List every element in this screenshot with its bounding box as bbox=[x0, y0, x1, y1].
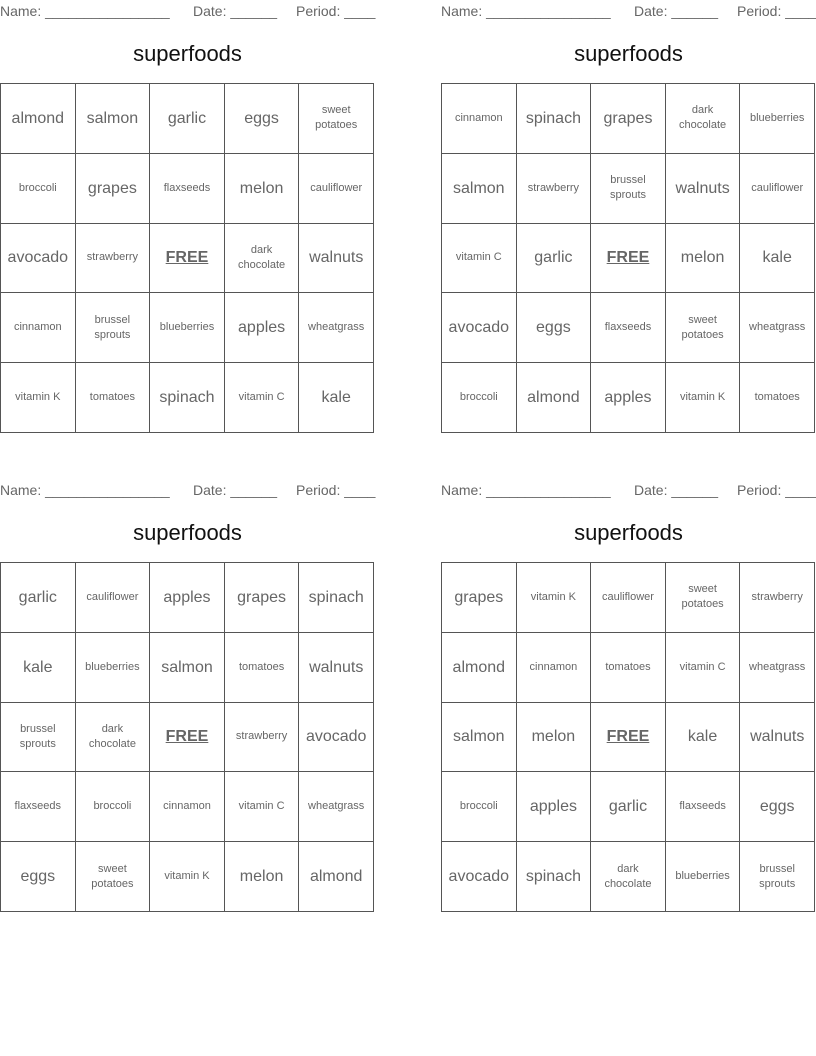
bingo-cell: vitamin K bbox=[150, 842, 225, 912]
bingo-cell: sweet potatoes bbox=[666, 293, 741, 363]
bingo-cell: strawberry bbox=[76, 224, 151, 294]
bingo-cell: melon bbox=[225, 842, 300, 912]
bingo-cell: garlic bbox=[1, 563, 76, 633]
bingo-cell: walnuts bbox=[666, 154, 741, 224]
period-label: Period: ____ bbox=[737, 3, 816, 19]
free-space: FREE bbox=[150, 703, 225, 773]
bingo-cell: brussel sprouts bbox=[76, 293, 151, 363]
bingo-cell: cinnamon bbox=[517, 633, 592, 703]
bingo-cell: brussel sprouts bbox=[591, 154, 666, 224]
bingo-cell: blueberries bbox=[76, 633, 151, 703]
bingo-grid bbox=[0, 83, 374, 433]
bingo-grid bbox=[441, 83, 815, 433]
card-title: superfoods bbox=[574, 520, 683, 545]
bingo-cell: strawberry bbox=[740, 563, 815, 633]
date-label: Date: ______ bbox=[634, 3, 719, 19]
card-title: superfoods bbox=[133, 41, 242, 66]
bingo-cell: garlic bbox=[517, 224, 592, 294]
bingo-cell: kale bbox=[740, 224, 815, 294]
name-label: Name: ________________ bbox=[441, 482, 611, 498]
card-header bbox=[0, 3, 376, 19]
date-label: Date: ______ bbox=[193, 482, 278, 498]
bingo-grid bbox=[441, 562, 815, 912]
bingo-cell: salmon bbox=[442, 703, 517, 773]
bingo-cell: strawberry bbox=[225, 703, 300, 773]
bingo-cell: cauliflower bbox=[740, 154, 815, 224]
free-space: FREE bbox=[591, 703, 666, 773]
bingo-cell: grapes bbox=[442, 563, 517, 633]
bingo-cell: flaxseeds bbox=[1, 772, 76, 842]
free-space: FREE bbox=[591, 224, 666, 294]
bingo-cell: avocado bbox=[442, 842, 517, 912]
bingo-cell: almond bbox=[442, 633, 517, 703]
bingo-cell: cinnamon bbox=[442, 84, 517, 154]
bingo-cell: walnuts bbox=[740, 703, 815, 773]
bingo-cell: apples bbox=[150, 563, 225, 633]
bingo-cell: vitamin C bbox=[666, 633, 741, 703]
bingo-cell: kale bbox=[666, 703, 741, 773]
bingo-cell: dark chocolate bbox=[666, 84, 741, 154]
bingo-cell: vitamin C bbox=[225, 363, 300, 433]
bingo-cell: avocado bbox=[299, 703, 374, 773]
bingo-cell: broccoli bbox=[1, 154, 76, 224]
bingo-cell: spinach bbox=[150, 363, 225, 433]
bingo-grid bbox=[0, 562, 374, 912]
bingo-cell: spinach bbox=[517, 84, 592, 154]
bingo-cell: dark chocolate bbox=[225, 224, 300, 294]
bingo-cell: sweet potatoes bbox=[666, 563, 741, 633]
bingo-cell: garlic bbox=[150, 84, 225, 154]
bingo-cell: melon bbox=[517, 703, 592, 773]
period-label: Period: ____ bbox=[296, 3, 376, 19]
bingo-cell: cauliflower bbox=[76, 563, 151, 633]
bingo-cell: walnuts bbox=[299, 633, 374, 703]
bingo-cell: eggs bbox=[225, 84, 300, 154]
bingo-cell: cinnamon bbox=[150, 772, 225, 842]
bingo-cell: apples bbox=[591, 363, 666, 433]
bingo-cell: eggs bbox=[517, 293, 592, 363]
card-title: superfoods bbox=[133, 520, 242, 545]
bingo-cell: tomatoes bbox=[76, 363, 151, 433]
bingo-cell: dark chocolate bbox=[76, 703, 151, 773]
bingo-cell: avocado bbox=[1, 224, 76, 294]
bingo-cell: vitamin K bbox=[1, 363, 76, 433]
name-label: Name: ________________ bbox=[0, 3, 170, 19]
bingo-cell: dark chocolate bbox=[591, 842, 666, 912]
date-label: Date: ______ bbox=[193, 3, 278, 19]
period-label: Period: ____ bbox=[737, 482, 816, 498]
bingo-cell: vitamin C bbox=[442, 224, 517, 294]
bingo-cell: kale bbox=[299, 363, 374, 433]
bingo-cell: wheatgrass bbox=[299, 772, 374, 842]
bingo-cell: vitamin K bbox=[666, 363, 741, 433]
bingo-cell: tomatoes bbox=[740, 363, 815, 433]
bingo-cell: vitamin C bbox=[225, 772, 300, 842]
bingo-cell: almond bbox=[1, 84, 76, 154]
bingo-cell: flaxseeds bbox=[150, 154, 225, 224]
bingo-cell: melon bbox=[666, 224, 741, 294]
bingo-cell: sweet potatoes bbox=[76, 842, 151, 912]
bingo-cell: almond bbox=[517, 363, 592, 433]
bingo-cell: blueberries bbox=[150, 293, 225, 363]
bingo-cell: flaxseeds bbox=[591, 293, 666, 363]
bingo-cell: walnuts bbox=[299, 224, 374, 294]
bingo-cell: kale bbox=[1, 633, 76, 703]
bingo-cell: cauliflower bbox=[591, 563, 666, 633]
bingo-cell: garlic bbox=[591, 772, 666, 842]
bingo-cell: cauliflower bbox=[299, 154, 374, 224]
bingo-cell: eggs bbox=[740, 772, 815, 842]
bingo-cell: cinnamon bbox=[1, 293, 76, 363]
bingo-cell: salmon bbox=[150, 633, 225, 703]
bingo-cell: spinach bbox=[517, 842, 592, 912]
bingo-cell: tomatoes bbox=[225, 633, 300, 703]
bingo-cell: eggs bbox=[1, 842, 76, 912]
bingo-cell: apples bbox=[225, 293, 300, 363]
card-header bbox=[441, 482, 816, 498]
name-label: Name: ________________ bbox=[441, 3, 611, 19]
bingo-cell: spinach bbox=[299, 563, 374, 633]
bingo-cell: sweet potatoes bbox=[299, 84, 374, 154]
bingo-cell: almond bbox=[299, 842, 374, 912]
bingo-cell: avocado bbox=[442, 293, 517, 363]
bingo-cell: broccoli bbox=[76, 772, 151, 842]
bingo-cell: melon bbox=[225, 154, 300, 224]
bingo-cell: brussel sprouts bbox=[1, 703, 76, 773]
bingo-cell: brussel sprouts bbox=[740, 842, 815, 912]
bingo-cell: blueberries bbox=[666, 842, 741, 912]
bingo-cell: flaxseeds bbox=[666, 772, 741, 842]
name-label: Name: ________________ bbox=[0, 482, 170, 498]
bingo-cell: vitamin K bbox=[517, 563, 592, 633]
bingo-cell: salmon bbox=[76, 84, 151, 154]
card-header bbox=[0, 482, 376, 498]
bingo-cell: wheatgrass bbox=[299, 293, 374, 363]
bingo-cell: salmon bbox=[442, 154, 517, 224]
period-label: Period: ____ bbox=[296, 482, 376, 498]
card-header bbox=[441, 3, 816, 19]
bingo-cell: strawberry bbox=[517, 154, 592, 224]
free-space: FREE bbox=[150, 224, 225, 294]
date-label: Date: ______ bbox=[634, 482, 719, 498]
bingo-cell: grapes bbox=[225, 563, 300, 633]
bingo-cell: broccoli bbox=[442, 363, 517, 433]
bingo-cell: blueberries bbox=[740, 84, 815, 154]
bingo-cell: grapes bbox=[76, 154, 151, 224]
bingo-cell: broccoli bbox=[442, 772, 517, 842]
bingo-cell: grapes bbox=[591, 84, 666, 154]
bingo-cell: wheatgrass bbox=[740, 293, 815, 363]
card-title: superfoods bbox=[574, 41, 683, 66]
bingo-cell: apples bbox=[517, 772, 592, 842]
bingo-cell: tomatoes bbox=[591, 633, 666, 703]
bingo-cell: wheatgrass bbox=[740, 633, 815, 703]
